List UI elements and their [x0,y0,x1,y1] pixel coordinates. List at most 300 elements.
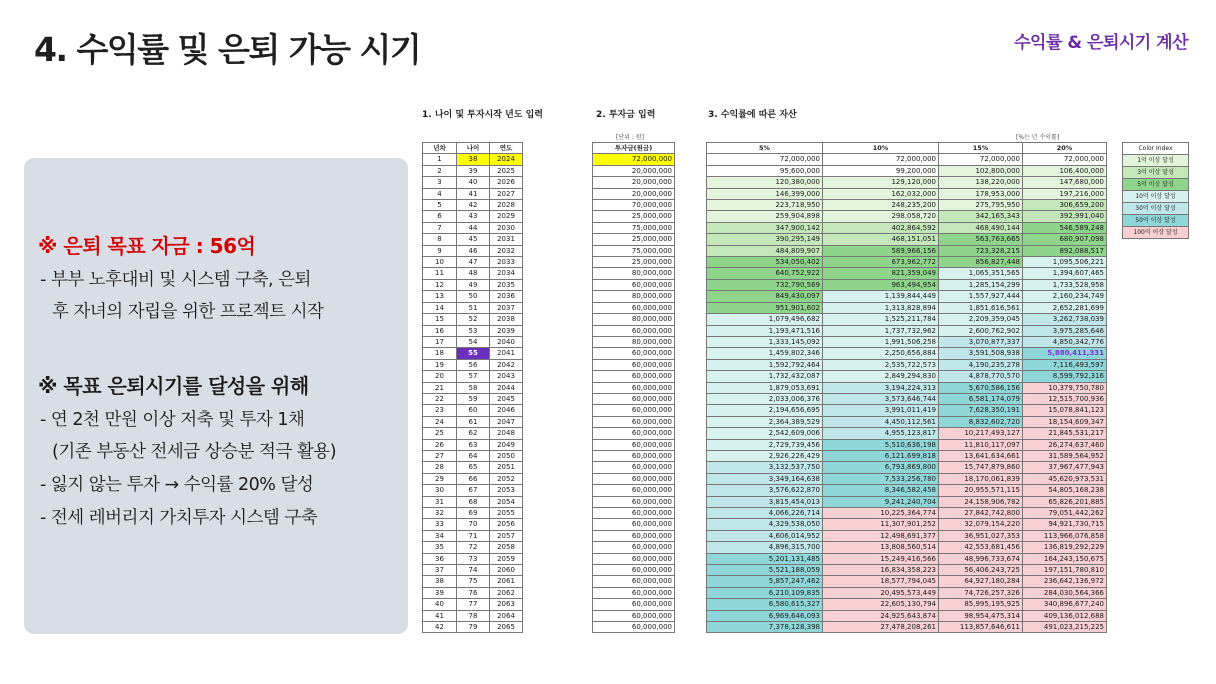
table-row [593,519,675,530]
investment-cell: 72,000,000 [593,154,675,165]
age-cell: 48 [457,268,490,279]
calendar-year-cell: 2058 [490,542,523,553]
age-cell: 73 [457,553,490,564]
asset-value-cell: 1,525,211,784 [823,314,939,325]
returns-table [706,142,1107,633]
asset-value-cell: 963,494,954 [823,279,939,290]
table-row [707,211,1107,222]
calendar-year-cell: 2036 [490,291,523,302]
table-row [593,165,675,176]
table-row [423,473,523,484]
table-row [423,314,523,325]
asset-value-cell: 27,842,742,800 [939,508,1023,519]
age-cell: 57 [457,371,490,382]
table-row [423,439,523,450]
asset-value-cell: 98,954,475,314 [939,610,1023,621]
asset-value-cell: 18,577,794,045 [823,576,939,587]
asset-value-cell: 1,592,792,464 [707,359,823,370]
asset-value-cell: 8,346,582,458 [823,485,939,496]
age-cell: 56 [457,359,490,370]
age-cell: 72 [457,542,490,553]
asset-value-cell: 11,810,117,097 [939,439,1023,450]
asset-value-cell: 197,216,000 [1023,188,1107,199]
asset-value-cell: 680,907,098 [1023,234,1107,245]
investment-cell: 60,000,000 [593,405,675,416]
asset-value-cell: 1,394,607,465 [1023,268,1107,279]
investment-table [592,142,675,633]
asset-value-cell: 48,996,733,674 [939,553,1023,564]
table-row [707,200,1107,211]
table-row [707,450,1107,461]
year-cell: 17 [423,336,457,347]
asset-value-cell: 12,515,700,936 [1023,393,1107,404]
table-row [593,462,675,473]
table-row [593,416,675,427]
age-cell: 51 [457,302,490,313]
asset-value-cell: 7,116,493,597 [1023,359,1107,370]
table-row [423,302,523,313]
year-cell: 31 [423,496,457,507]
asset-value-cell: 54,805,168,238 [1023,485,1107,496]
investment-cell: 60,000,000 [593,553,675,564]
investment-cell: 60,000,000 [593,348,675,359]
year-cell: 8 [423,234,457,245]
table-row [423,336,523,347]
color-index-table [1122,142,1189,239]
asset-value-cell: 275,795,950 [939,200,1023,211]
table-row [593,576,675,587]
age-cell: 41 [457,188,490,199]
asset-value-cell: 284,030,564,366 [1023,587,1107,598]
calendar-year-cell: 2045 [490,393,523,404]
investment-cell: 60,000,000 [593,599,675,610]
asset-value-cell: 723,328,215 [939,245,1023,256]
asset-value-cell: 5,880,411,331 [1023,348,1107,359]
color-index-item: 100억 이상 달성 [1123,227,1189,239]
table-row [707,325,1107,336]
table-row [707,336,1107,347]
asset-value-cell: 94,921,730,715 [1023,519,1107,530]
age-cell: 75 [457,576,490,587]
asset-value-cell: 31,589,564,952 [1023,450,1107,461]
table-row [707,359,1107,370]
asset-value-cell: 3,576,622,870 [707,485,823,496]
color-index-item: 50억 이상 달성 [1123,215,1189,227]
year-cell: 4 [423,188,457,199]
table-row [593,439,675,450]
color-index-item: 1억 이상 달성 [1123,155,1189,167]
asset-value-cell: 113,966,076,858 [1023,530,1107,541]
calendar-year-cell: 2042 [490,359,523,370]
asset-value-cell: 2,160,234,749 [1023,291,1107,302]
calendar-year-cell: 2049 [490,439,523,450]
asset-value-cell: 589,966,156 [823,245,939,256]
table-row [423,428,523,439]
asset-value-cell: 85,995,195,925 [939,599,1023,610]
table-row [423,245,523,256]
table-row [423,188,523,199]
asset-value-cell: 7,533,256,780 [823,473,939,484]
asset-value-cell: 18,170,061,839 [939,473,1023,484]
asset-value-cell: 26,274,637,460 [1023,439,1107,450]
table-row [593,245,675,256]
asset-value-cell: 65,826,201,885 [1023,496,1107,507]
table-row [593,268,675,279]
page-subtitle: 수익률 & 은퇴시기 계산 [1014,33,1188,53]
year-cell: 1 [423,154,457,165]
asset-value-cell: 4,606,014,952 [707,530,823,541]
asset-value-cell: 4,955,123,817 [823,428,939,439]
table-row [593,542,675,553]
calendar-year-cell: 2031 [490,234,523,245]
calendar-year-cell: 2048 [490,428,523,439]
asset-value-cell: 534,050,402 [707,257,823,268]
asset-value-cell: 340,896,677,240 [1023,599,1107,610]
asset-value-cell: 9,241,240,704 [823,496,939,507]
asset-value-cell: 3,975,285,646 [1023,325,1107,336]
color-index-item: 5억 이상 달성 [1123,179,1189,191]
investment-cell: 80,000,000 [593,314,675,325]
year-cell: 14 [423,302,457,313]
age-cell: 70 [457,519,490,530]
age-cell: 49 [457,279,490,290]
asset-value-cell: 2,652,281,699 [1023,302,1107,313]
table-row [423,405,523,416]
asset-value-cell: 13,808,560,514 [823,542,939,553]
age-cell: 63 [457,439,490,450]
table-row [707,428,1107,439]
investment-cell: 60,000,000 [593,473,675,484]
age-cell: 79 [457,622,490,633]
table-row [423,325,523,336]
calendar-year-cell: 2043 [490,371,523,382]
calendar-year-cell: 2044 [490,382,523,393]
asset-value-cell: 7,628,350,191 [939,405,1023,416]
investment-cell: 25,000,000 [593,234,675,245]
asset-value-cell: 3,194,224,313 [823,382,939,393]
table-row [593,393,675,404]
age-cell: 44 [457,222,490,233]
calendar-year-cell: 2047 [490,416,523,427]
calendar-year-cell: 2026 [490,177,523,188]
table-row [593,154,675,165]
calendar-year-cell: 2033 [490,257,523,268]
table-row [593,530,675,541]
summary-line: 후 자녀의 자립을 위한 프로젝트 시작 [52,302,324,322]
investment-cell: 60,000,000 [593,450,675,461]
asset-value-cell: 15,747,879,860 [939,462,1023,473]
asset-value-cell: 2,926,226,429 [707,450,823,461]
table-row [423,508,523,519]
table-row [423,154,523,165]
table-row [593,188,675,199]
table-row [707,234,1107,245]
table-row [707,519,1107,530]
section-invest-input: 2. 투자금 입력 [596,110,656,120]
asset-value-cell: 1,193,471,516 [707,325,823,336]
age-cell: 47 [457,257,490,268]
calendar-year-cell: 2041 [490,348,523,359]
age-cell: 52 [457,314,490,325]
investment-cell: 25,000,000 [593,211,675,222]
section-assets: 3. 수익률에 따른 자산 [708,110,797,120]
calendar-year-cell: 2060 [490,565,523,576]
asset-value-cell: 138,220,000 [939,177,1023,188]
table-row [707,439,1107,450]
asset-value-cell: 20,495,573,449 [823,587,939,598]
asset-value-cell: 72,000,000 [1023,154,1107,165]
asset-value-cell: 640,752,922 [707,268,823,279]
table-row [707,177,1107,188]
table-row [707,257,1107,268]
asset-value-cell: 178,953,000 [939,188,1023,199]
investment-cell: 60,000,000 [593,587,675,598]
year-cell: 20 [423,371,457,382]
age-cell: 46 [457,245,490,256]
table-row [423,268,523,279]
age-cell: 68 [457,496,490,507]
table-row [707,348,1107,359]
asset-value-cell: 4,066,226,714 [707,508,823,519]
asset-value-cell: 1,733,528,958 [1023,279,1107,290]
calendar-year-cell: 2024 [490,154,523,165]
table-row [593,405,675,416]
investment-cell: 60,000,000 [593,382,675,393]
asset-value-cell: 147,680,000 [1023,177,1107,188]
table-row [707,245,1107,256]
table-row [593,496,675,507]
asset-value-cell: 1,333,145,092 [707,336,823,347]
asset-value-cell: 2,849,294,830 [823,371,939,382]
asset-value-cell: 10,379,750,780 [1023,382,1107,393]
asset-value-cell: 95,600,000 [707,165,823,176]
asset-value-cell: 236,642,136,972 [1023,576,1107,587]
asset-value-cell: 4,896,315,700 [707,542,823,553]
year-cell: 36 [423,553,457,564]
investment-cell: 75,000,000 [593,222,675,233]
asset-value-cell: 74,726,257,326 [939,587,1023,598]
year-cell: 21 [423,382,457,393]
investment-cell: 60,000,000 [593,496,675,507]
age-cell: 40 [457,177,490,188]
investment-cell: 60,000,000 [593,428,675,439]
table-row [593,428,675,439]
asset-value-cell: 72,000,000 [707,154,823,165]
age-cell: 74 [457,565,490,576]
asset-value-cell: 306,659,200 [1023,200,1107,211]
asset-value-cell: 20,955,571,115 [939,485,1023,496]
asset-value-cell: 102,800,000 [939,165,1023,176]
table-row [707,405,1107,416]
calendar-year-cell: 2035 [490,279,523,290]
calendar-year-cell: 2056 [490,519,523,530]
table-row [593,610,675,621]
asset-value-cell: 56,406,243,725 [939,565,1023,576]
summary-line: - 부부 노후대비 및 시스템 구축, 은퇴 [40,270,311,290]
table-row [707,188,1107,199]
investment-cell: 60,000,000 [593,359,675,370]
table-row [707,462,1107,473]
age-cell: 67 [457,485,490,496]
investment-cell: 60,000,000 [593,393,675,404]
year-cell: 10 [423,257,457,268]
age-cell: 53 [457,325,490,336]
asset-value-cell: 79,051,442,262 [1023,508,1107,519]
table-row [423,211,523,222]
year-cell: 15 [423,314,457,325]
asset-value-cell: 129,120,000 [823,177,939,188]
asset-value-cell: 24,925,643,874 [823,610,939,621]
investment-cell: 25,000,000 [593,257,675,268]
age-cell: 64 [457,450,490,461]
year-cell: 42 [423,622,457,633]
asset-value-cell: 24,158,906,782 [939,496,1023,507]
year-cell: 32 [423,508,457,519]
asset-value-cell: 162,032,000 [823,188,939,199]
col-header: 년차 [423,143,457,154]
calendar-year-cell: 2053 [490,485,523,496]
asset-value-cell: 298,058,720 [823,211,939,222]
table-row [423,542,523,553]
asset-value-cell: 892,088,517 [1023,245,1107,256]
calendar-year-cell: 2027 [490,188,523,199]
table-row [593,622,675,633]
calendar-year-cell: 2064 [490,610,523,621]
spreadsheet [420,100,1192,636]
asset-value-cell: 37,967,477,943 [1023,462,1107,473]
asset-value-cell: 15,078,841,123 [1023,405,1107,416]
year-cell: 37 [423,565,457,576]
year-cell: 2 [423,165,457,176]
year-cell: 7 [423,222,457,233]
table-row [707,496,1107,507]
age-cell: 69 [457,508,490,519]
year-cell: 3 [423,177,457,188]
asset-value-cell: 3,815,454,013 [707,496,823,507]
asset-value-cell: 3,591,508,938 [939,348,1023,359]
col-header: 연도 [490,143,523,154]
table-row [593,348,675,359]
calendar-year-cell: 2029 [490,211,523,222]
col-header: 투자금(원금) [593,143,675,154]
asset-value-cell: 6,969,646,093 [707,610,823,621]
age-cell: 59 [457,393,490,404]
investment-cell: 60,000,000 [593,416,675,427]
asset-value-cell: 3,991,011,419 [823,405,939,416]
table-row [423,576,523,587]
col-header: 10% [823,143,939,154]
asset-value-cell: 342,165,343 [939,211,1023,222]
asset-value-cell: 1,065,351,565 [939,268,1023,279]
year-cell: 23 [423,405,457,416]
table-row [593,599,675,610]
age-cell: 62 [457,428,490,439]
asset-value-cell: 2,542,609,006 [707,428,823,439]
page-title: 4. 수익률 및 은퇴 가능 시기 [34,30,421,69]
asset-value-cell: 42,553,681,456 [939,542,1023,553]
asset-value-cell: 3,573,646,744 [823,393,939,404]
section-age-input: 1. 나이 및 투자시작 년도 입력 [422,110,543,120]
asset-value-cell: 2,033,006,376 [707,393,823,404]
year-cell: 16 [423,325,457,336]
asset-value-cell: 10,217,493,127 [939,428,1023,439]
age-table [422,142,523,633]
table-row [593,314,675,325]
table-row [423,348,523,359]
year-cell: 12 [423,279,457,290]
year-cell: 11 [423,268,457,279]
calendar-year-cell: 2065 [490,622,523,633]
investment-cell: 60,000,000 [593,508,675,519]
asset-value-cell: 72,000,000 [823,154,939,165]
investment-cell: 75,000,000 [593,245,675,256]
asset-value-cell: 248,235,200 [823,200,939,211]
color-index-item: 10억 이상 달성 [1123,191,1189,203]
asset-value-cell: 4,190,235,278 [939,359,1023,370]
table-row [423,450,523,461]
year-cell: 33 [423,519,457,530]
investment-cell: 70,000,000 [593,200,675,211]
asset-value-cell: 4,878,770,570 [939,371,1023,382]
asset-value-cell: 409,136,012,688 [1023,610,1107,621]
col-header: 나이 [457,143,490,154]
year-cell: 30 [423,485,457,496]
age-cell: 54 [457,336,490,347]
table-row [593,587,675,598]
table-row [593,382,675,393]
asset-value-cell: 1,095,506,221 [1023,257,1107,268]
asset-value-cell: 1,737,732,962 [823,325,939,336]
asset-value-cell: 1,139,844,449 [823,291,939,302]
table-row [707,222,1107,233]
table-row [593,222,675,233]
table-row [593,257,675,268]
table-row [707,599,1107,610]
asset-value-cell: 1,879,053,691 [707,382,823,393]
unit-label: [%는 년 수익률] [1016,134,1060,141]
table-row [423,519,523,530]
calendar-year-cell: 2062 [490,587,523,598]
asset-value-cell: 951,901,602 [707,302,823,313]
table-row [707,587,1107,598]
asset-value-cell: 2,209,359,045 [939,314,1023,325]
asset-value-cell: 6,793,869,800 [823,462,939,473]
calendar-year-cell: 2037 [490,302,523,313]
investment-cell: 60,000,000 [593,279,675,290]
asset-value-cell: 136,819,292,229 [1023,542,1107,553]
asset-value-cell: 64,927,180,284 [939,576,1023,587]
age-cell: 60 [457,405,490,416]
table-row [593,553,675,564]
calendar-year-cell: 2028 [490,200,523,211]
table-row [593,473,675,484]
year-cell: 39 [423,587,457,598]
asset-value-cell: 392,991,040 [1023,211,1107,222]
asset-value-cell: 45,620,973,531 [1023,473,1107,484]
asset-value-cell: 673,962,772 [823,257,939,268]
investment-cell: 20,000,000 [593,165,675,176]
table-row [707,576,1107,587]
year-cell: 27 [423,450,457,461]
table-row [707,154,1107,165]
asset-value-cell: 1,732,432,087 [707,371,823,382]
table-row [707,542,1107,553]
calendar-year-cell: 2050 [490,450,523,461]
table-row [593,565,675,576]
table-row [423,234,523,245]
asset-value-cell: 1,851,616,561 [939,302,1023,313]
age-cell: 65 [457,462,490,473]
